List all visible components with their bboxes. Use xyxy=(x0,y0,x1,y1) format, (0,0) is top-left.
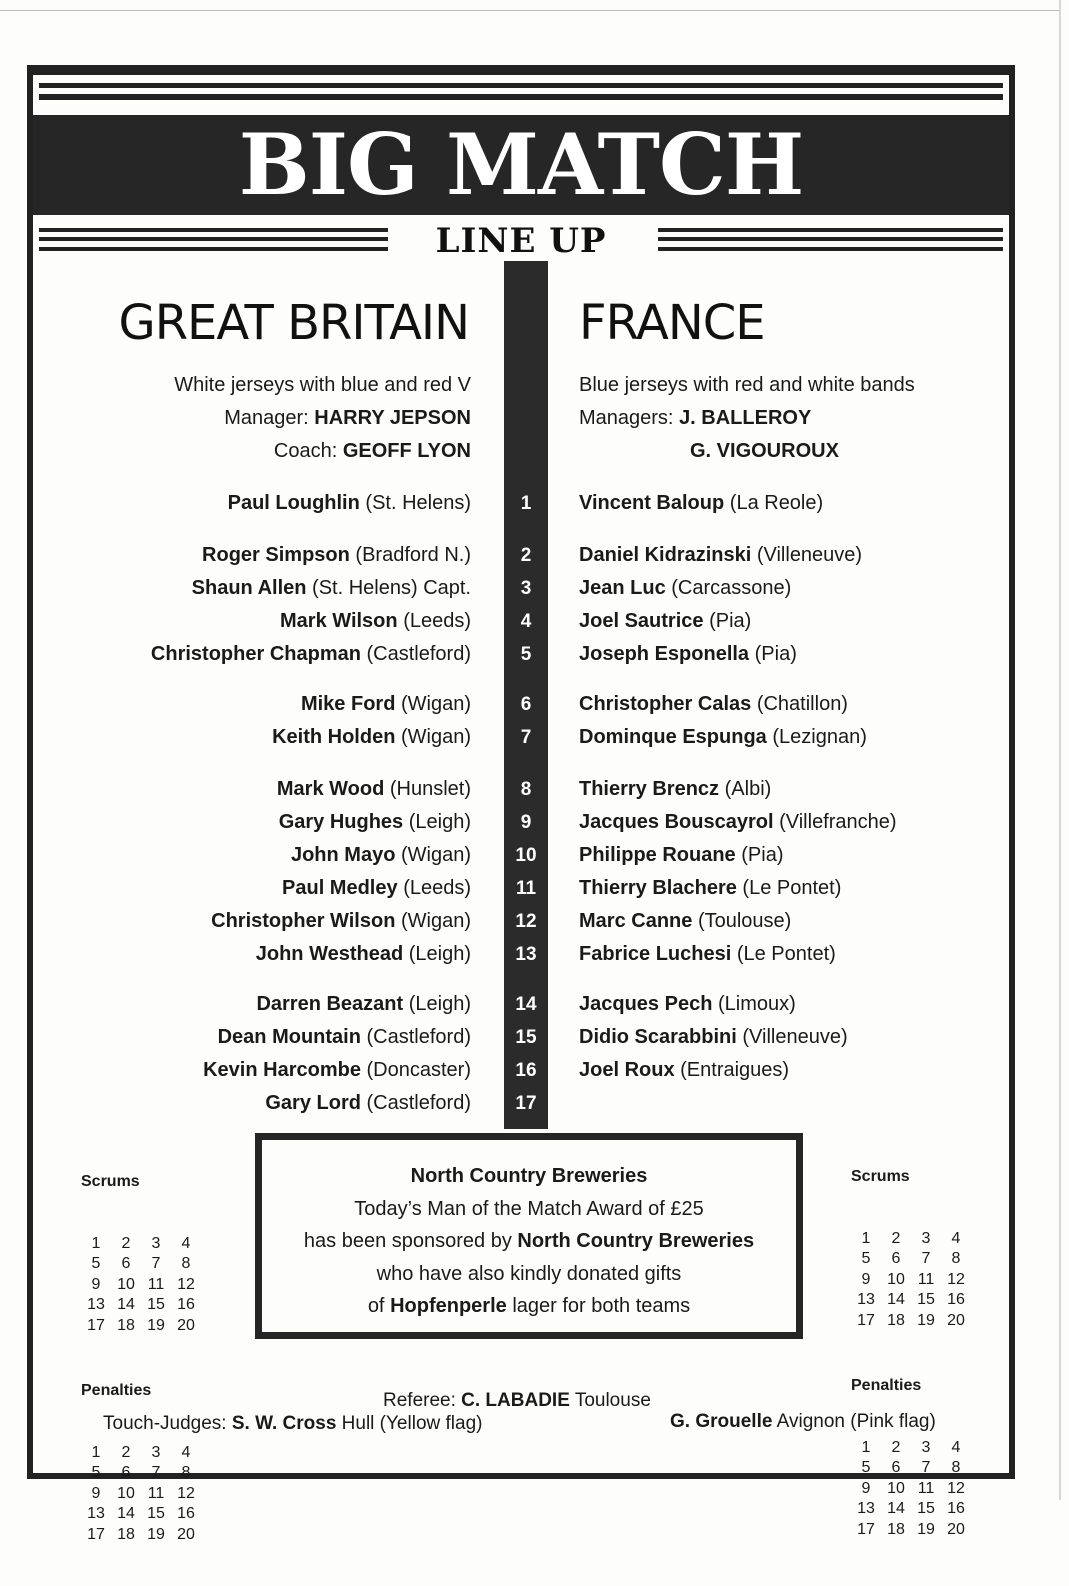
shirt-number: 5 xyxy=(520,644,532,665)
page-title: BIG MATCH xyxy=(238,115,804,214)
player-name: Shaun Allen xyxy=(191,577,307,599)
shirt-number: 3 xyxy=(520,578,532,599)
player-name: Fabrice Luchesi xyxy=(579,943,732,965)
player-name: Paul Medley xyxy=(282,877,398,899)
france-player xyxy=(579,938,836,971)
team-name-great-britain: GREAT BRITAIN xyxy=(118,295,469,351)
player-club: (Hunslet) xyxy=(389,778,471,800)
shirt-number: 15 xyxy=(515,1027,537,1048)
tally-number: 15 xyxy=(147,1296,165,1313)
tally-numbers xyxy=(81,1234,201,1337)
tally-number: 5 xyxy=(91,1464,101,1481)
tally-number: 20 xyxy=(947,1520,965,1538)
lineup-row xyxy=(33,688,1009,721)
player-name: Gary Lord xyxy=(265,1092,361,1114)
great-britain-player xyxy=(256,938,471,971)
tally-number: 11 xyxy=(917,1270,935,1288)
tally-number: 5 xyxy=(861,1250,871,1267)
shirt-number: 4 xyxy=(520,611,532,632)
tally-number: 1 xyxy=(861,1229,871,1247)
player-name: Darren Beazant xyxy=(256,993,404,1015)
great-britain-player xyxy=(151,638,471,671)
lineup-row xyxy=(33,806,1009,839)
player-name: Dominque Espunga xyxy=(579,726,767,748)
tally-number: 8 xyxy=(951,1459,961,1476)
great-britain-player xyxy=(272,721,471,754)
tally-number: 2 xyxy=(891,1438,901,1456)
great-britain-player xyxy=(228,487,471,520)
tally-number: 1 xyxy=(91,1443,101,1461)
player-club: (Wigan) xyxy=(400,726,471,748)
player-club: (Villeneuve) xyxy=(756,544,863,566)
player-name: Roger Simpson xyxy=(202,544,350,566)
tally-number: 10 xyxy=(887,1270,905,1288)
sponsor-name: North Country Breweries xyxy=(410,1165,648,1187)
player-club: (Pia) xyxy=(709,610,752,632)
tally-number: 3 xyxy=(921,1438,931,1456)
sponsor-line-4: of Hopfenperle lager for both teams xyxy=(367,1295,691,1317)
tally-number: 13 xyxy=(87,1505,105,1522)
great-britain-coach: Coach: GEOFF LYON xyxy=(273,440,471,462)
player-club: (Le Pontet) xyxy=(736,943,836,965)
tally-number: 19 xyxy=(917,1311,935,1329)
player-name: Thierry Blachere xyxy=(579,877,737,899)
tally-number: 7 xyxy=(921,1250,931,1267)
tally-number: 11 xyxy=(147,1484,165,1502)
player-name: Kevin Harcombe xyxy=(203,1059,361,1081)
header-rule xyxy=(39,83,1003,88)
france-manager-2: G. VIGOUROUX xyxy=(690,440,839,462)
lineup-row xyxy=(33,721,1009,754)
scrums-tally-left xyxy=(81,1131,201,1586)
great-britain-player xyxy=(279,806,471,839)
sponsor-line-2: has been sponsored by North Country Breweries xyxy=(303,1230,755,1252)
tally-number: 13 xyxy=(87,1296,105,1313)
tally-number: 6 xyxy=(121,1255,131,1272)
scrums-tally-right xyxy=(851,1126,971,1581)
lineup-row xyxy=(33,988,1009,1021)
tally-number: 15 xyxy=(917,1500,935,1517)
tally-number: 3 xyxy=(921,1229,931,1247)
tally-number: 20 xyxy=(947,1311,965,1329)
tally-number: 6 xyxy=(891,1459,901,1476)
tally-numbers xyxy=(851,1438,971,1541)
tally-number: 10 xyxy=(117,1484,135,1502)
tally-number: 14 xyxy=(887,1291,905,1308)
great-britain-player xyxy=(203,1054,471,1087)
france-player xyxy=(579,872,841,905)
player-club: (Leeds) xyxy=(403,877,471,899)
france-info xyxy=(579,369,915,468)
tally-number: 20 xyxy=(177,1316,195,1334)
shirt-number: 13 xyxy=(515,944,537,965)
great-britain-info xyxy=(174,369,471,468)
shirt-number: 12 xyxy=(515,911,537,932)
shirt-number: 16 xyxy=(515,1060,537,1081)
france-jerseys: Blue jerseys with red and white bands xyxy=(579,374,915,396)
tally-number: 4 xyxy=(181,1234,191,1252)
player-name: Daniel Kidrazinski xyxy=(579,544,752,566)
france-player xyxy=(579,539,862,572)
great-britain-player xyxy=(291,839,471,872)
great-britain-player xyxy=(277,773,471,806)
tally-number: 19 xyxy=(917,1520,935,1538)
tally-number: 10 xyxy=(887,1479,905,1497)
scrums-label: Scrums xyxy=(81,1173,140,1190)
tally-number: 9 xyxy=(91,1484,101,1502)
tally-number: 18 xyxy=(887,1311,905,1329)
france-player xyxy=(579,839,783,872)
player-name: Christopher Chapman xyxy=(150,643,361,665)
player-name: Joel Sautrice xyxy=(579,610,704,632)
player-name: Joel Roux xyxy=(579,1059,675,1081)
tally-number: 19 xyxy=(147,1525,165,1543)
player-name: Mark Wilson xyxy=(280,610,398,632)
great-britain-player xyxy=(192,572,471,605)
tally-number: 1 xyxy=(91,1234,101,1252)
tally-number: 5 xyxy=(91,1255,101,1272)
player-name: Mark Wood xyxy=(276,778,385,800)
player-club: (Bradford N.) xyxy=(355,544,471,566)
tally-number: 6 xyxy=(121,1464,131,1481)
lineup-row xyxy=(33,1021,1009,1054)
player-name: Christopher Calas xyxy=(579,693,752,715)
scrums-label: Scrums xyxy=(851,1168,910,1185)
player-club: (Wigan) xyxy=(400,844,471,866)
shirt-number: 8 xyxy=(520,779,532,800)
tally-number: 15 xyxy=(147,1505,165,1522)
player-club: (Limoux) xyxy=(717,993,796,1015)
lineup-row xyxy=(33,572,1009,605)
player-club: (Leeds) xyxy=(403,610,471,632)
great-britain-manager: Manager: HARRY JEPSON xyxy=(224,407,471,429)
player-name: Paul Loughlin xyxy=(227,492,360,514)
france-managers: Managers: J. BALLEROY xyxy=(579,407,812,429)
france-player xyxy=(579,572,791,605)
player-name: Marc Canne xyxy=(579,910,693,932)
lineup-row xyxy=(33,487,1009,520)
player-club: (Toulouse) xyxy=(697,910,792,932)
tally-number: 7 xyxy=(921,1459,931,1476)
player-club: (Villeneuve) xyxy=(742,1026,848,1048)
player-name: Jacques Pech xyxy=(579,993,713,1015)
tally-number: 17 xyxy=(87,1316,105,1334)
sponsor-line-1: Today’s Man of the Match Award of £25 xyxy=(354,1197,704,1220)
lineup-row xyxy=(33,1087,1009,1120)
header-rule xyxy=(39,94,1003,100)
lineup-row xyxy=(33,872,1009,905)
tally-numbers xyxy=(851,1229,971,1332)
france-player xyxy=(579,688,848,721)
shirt-number: 11 xyxy=(515,878,537,899)
subtitle-row xyxy=(33,221,1009,261)
france-player xyxy=(579,773,771,806)
lineup-row xyxy=(33,773,1009,806)
shirt-number: 6 xyxy=(520,694,532,715)
tally-number: 16 xyxy=(177,1296,195,1313)
player-club: (Wigan) xyxy=(400,910,471,932)
shirt-number: 2 xyxy=(520,545,532,566)
shirt-number: 7 xyxy=(520,727,532,748)
tally-number: 18 xyxy=(887,1520,905,1538)
tally-number: 17 xyxy=(87,1525,105,1543)
great-britain-player xyxy=(301,688,471,721)
player-club: (La Reole) xyxy=(729,492,824,514)
player-name: Joseph Esponella xyxy=(579,643,750,665)
tally-number: 8 xyxy=(181,1464,191,1481)
sponsor-line-3: who have also kindly donated gifts xyxy=(376,1262,682,1285)
player-name: Philippe Rouane xyxy=(579,844,736,866)
lineup-row xyxy=(33,605,1009,638)
player-club: (Le Pontet) xyxy=(742,877,842,899)
tally-number: 4 xyxy=(951,1438,961,1456)
player-name: Christopher Wilson xyxy=(211,910,396,932)
touch-judge-1: Touch-Judges: S. W. Cross Hull (Yellow flag) xyxy=(103,1413,483,1434)
tally-number: 2 xyxy=(891,1229,901,1247)
player-club: (Castleford) xyxy=(366,643,471,665)
tally-number: 2 xyxy=(121,1443,131,1461)
player-club: (Leigh) xyxy=(408,943,471,965)
tally-number: 7 xyxy=(151,1464,161,1481)
tally-number: 18 xyxy=(117,1316,135,1334)
tally-number: 4 xyxy=(951,1229,961,1247)
lineup-row xyxy=(33,1054,1009,1087)
great-britain-player xyxy=(202,539,471,572)
player-club: (Albi) xyxy=(724,778,772,800)
player-club: (Castleford) xyxy=(366,1092,471,1114)
player-name: Keith Holden xyxy=(272,726,396,748)
tally-number: 16 xyxy=(947,1291,965,1308)
tally-number: 2 xyxy=(121,1234,131,1252)
tally-number: 8 xyxy=(951,1250,961,1267)
tally-numbers xyxy=(81,1443,201,1546)
penalties-label: Penalties xyxy=(851,1377,922,1394)
player-name: Thierry Brencz xyxy=(579,778,720,800)
player-name: Jacques Bouscayrol xyxy=(579,811,774,833)
player-name: Dean Mountain xyxy=(217,1026,361,1048)
tally-number: 9 xyxy=(91,1275,101,1293)
tally-number: 17 xyxy=(857,1311,875,1329)
referee: Referee: C. LABADIE Toulouse xyxy=(383,1390,651,1411)
france-player xyxy=(579,1054,789,1087)
tally-number: 12 xyxy=(177,1484,195,1502)
great-britain-player xyxy=(265,1087,471,1120)
tally-number: 20 xyxy=(177,1525,195,1543)
great-britain-player xyxy=(280,605,471,638)
player-club: (Leigh) xyxy=(408,993,471,1015)
france-player xyxy=(579,905,791,938)
tally-number: 9 xyxy=(861,1270,871,1288)
tally-number: 16 xyxy=(177,1505,195,1522)
great-britain-jerseys: White jerseys with blue and red V xyxy=(174,374,471,396)
shirt-number: 17 xyxy=(515,1093,537,1114)
player-name: John Mayo xyxy=(290,844,396,866)
player-club: (Villefranche) xyxy=(779,811,897,833)
player-club: (Leigh) xyxy=(408,811,471,833)
france-player xyxy=(579,487,823,520)
great-britain-player xyxy=(218,1021,471,1054)
tally-number: 4 xyxy=(181,1443,191,1461)
page-right-edge xyxy=(1059,0,1061,1500)
tally-number: 1 xyxy=(861,1438,871,1456)
france-player xyxy=(579,988,796,1021)
france-player xyxy=(579,605,751,638)
tally-number: 8 xyxy=(181,1255,191,1272)
tally-number: 16 xyxy=(947,1500,965,1517)
lineup-row xyxy=(33,638,1009,671)
great-britain-player xyxy=(256,988,471,1021)
shirt-number: 10 xyxy=(515,845,537,866)
lineup-row xyxy=(33,539,1009,572)
player-club: (Castleford) xyxy=(366,1026,471,1048)
tally-number: 12 xyxy=(947,1270,965,1288)
header-rule xyxy=(33,71,1009,75)
tally-number: 3 xyxy=(151,1443,161,1461)
shirt-number: 9 xyxy=(520,812,532,833)
player-club: (Carcassone) xyxy=(671,577,792,599)
shirt-number: 14 xyxy=(515,994,537,1015)
team-name-france: FRANCE xyxy=(579,295,765,351)
tally-number: 10 xyxy=(117,1275,135,1293)
tally-number: 5 xyxy=(861,1459,871,1476)
page-subtitle: LINE UP xyxy=(435,221,607,261)
tally-number: 15 xyxy=(917,1291,935,1308)
touch-judge-2: G. Grouelle Avignon (Pink flag) xyxy=(670,1411,936,1432)
tally-number: 11 xyxy=(917,1479,935,1497)
tally-number: 12 xyxy=(177,1275,195,1293)
player-club: (St. Helens) xyxy=(365,492,471,514)
great-britain-player xyxy=(211,905,471,938)
player-name: Gary Hughes xyxy=(278,811,404,833)
lineup-row xyxy=(33,905,1009,938)
tally-number: 19 xyxy=(147,1316,165,1334)
tally-number: 7 xyxy=(151,1255,161,1272)
tally-number: 13 xyxy=(857,1291,875,1308)
france-player xyxy=(579,806,897,839)
player-club: (Entraigues) xyxy=(680,1059,790,1081)
player-name: Didio Scarabbini xyxy=(579,1026,737,1048)
sponsor-box xyxy=(255,1133,803,1339)
player-club: (Chatillon) xyxy=(756,693,848,715)
player-name: Jean Luc xyxy=(579,577,666,599)
france-player xyxy=(579,721,867,754)
lineup-frame xyxy=(27,65,1015,1543)
france-player xyxy=(579,638,797,671)
player-club: (Lezignan) xyxy=(772,726,867,748)
tally-number: 14 xyxy=(117,1296,135,1313)
player-name: Mike Ford xyxy=(300,693,396,715)
player-club: (Pia) xyxy=(741,844,784,866)
tally-number: 17 xyxy=(857,1520,875,1538)
shirt-number: 1 xyxy=(520,493,532,514)
tally-number: 18 xyxy=(117,1525,135,1543)
lineup-row xyxy=(33,938,1009,971)
player-club: (Pia) xyxy=(754,643,797,665)
tally-number: 11 xyxy=(147,1275,165,1293)
great-britain-player xyxy=(282,872,471,905)
tally-number: 6 xyxy=(891,1250,901,1267)
player-club: (St. Helens) Capt. xyxy=(312,577,471,599)
tally-number: 13 xyxy=(857,1500,875,1517)
tally-number: 12 xyxy=(947,1479,965,1497)
player-name: Vincent Baloup xyxy=(579,492,725,514)
page-top-edge xyxy=(0,10,1060,11)
lineup-row xyxy=(33,839,1009,872)
tally-number: 9 xyxy=(861,1479,871,1497)
france-player xyxy=(579,1021,848,1054)
player-name: John Westhead xyxy=(255,943,404,965)
tally-number: 14 xyxy=(887,1500,905,1517)
penalties-label: Penalties xyxy=(81,1382,152,1399)
tally-number: 14 xyxy=(117,1505,135,1522)
player-club: (Doncaster) xyxy=(366,1059,471,1081)
player-club: (Wigan) xyxy=(400,693,471,715)
tally-number: 3 xyxy=(151,1234,161,1252)
